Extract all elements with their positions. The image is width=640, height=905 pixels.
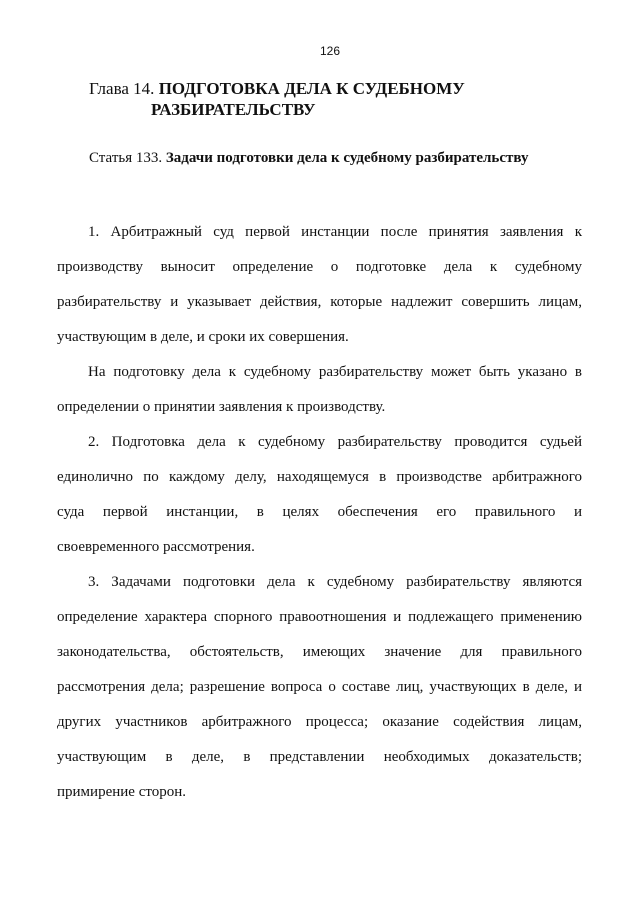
text-line: участвующим в деле, в представлении необходимых доказательств; (57, 749, 582, 765)
text-line: 2. Подготовка дела к судебному разбирательству проводится судьей (88, 434, 582, 450)
text-line: 1. Арбитражный суд первой инстанции после принятия заявления к (88, 224, 582, 240)
text-line: 3. Задачами подготовки дела к судебному разбирательству являются (88, 574, 582, 590)
text-line: примирение сторон. (57, 784, 186, 800)
text-line: определение характера спорного правоотношения и подлежащего применению (57, 609, 582, 625)
text-line: участвующим в деле, и сроки их совершения. (57, 329, 349, 345)
chapter-title-line1: ПОДГОТОВКА ДЕЛА К СУДЕБНОМУ (158, 79, 465, 98)
article-title: Задачи подготовки дела к судебному разбирательству (165, 150, 529, 166)
text-line: рассмотрения дела; разрешение вопроса о составе лиц, участвующих в деле, и (57, 679, 582, 695)
chapter-prefix: Глава 14. (89, 79, 155, 98)
page-number: 126 (319, 44, 341, 58)
text-line: единолично по каждому делу, находящемуся в производстве арбитражного (57, 469, 582, 485)
document-body (57, 220, 582, 815)
text-line: других участников арбитражного процесса; оказание содействия лицам, (57, 714, 582, 730)
paragraph (57, 430, 582, 570)
text-line: законодательства, обстоятельств, имеющих значение для правильного (57, 644, 582, 660)
chapter-heading (89, 78, 465, 120)
paragraph (57, 220, 582, 360)
text-line: На подготовку дела к судебному разбирательству может быть указано в (88, 364, 582, 380)
text-line: суда первой инстанции, в целях обеспечения его правильного и (57, 504, 582, 520)
paragraph (57, 360, 582, 430)
article-prefix: Статья 133. (89, 150, 163, 166)
text-line: определении о принятии заявления к производству. (57, 399, 386, 415)
text-line: разбирательству и указывает действия, которые надлежит совершить лицам, (57, 294, 582, 310)
paragraph (57, 570, 582, 815)
text-line: производству выносит определение о подготовке дела к судебному (57, 259, 582, 275)
article-heading (89, 150, 528, 167)
text-line: своевременного рассмотрения. (57, 539, 255, 555)
chapter-title-line2: РАЗБИРАТЕЛЬСТВУ (151, 100, 316, 119)
